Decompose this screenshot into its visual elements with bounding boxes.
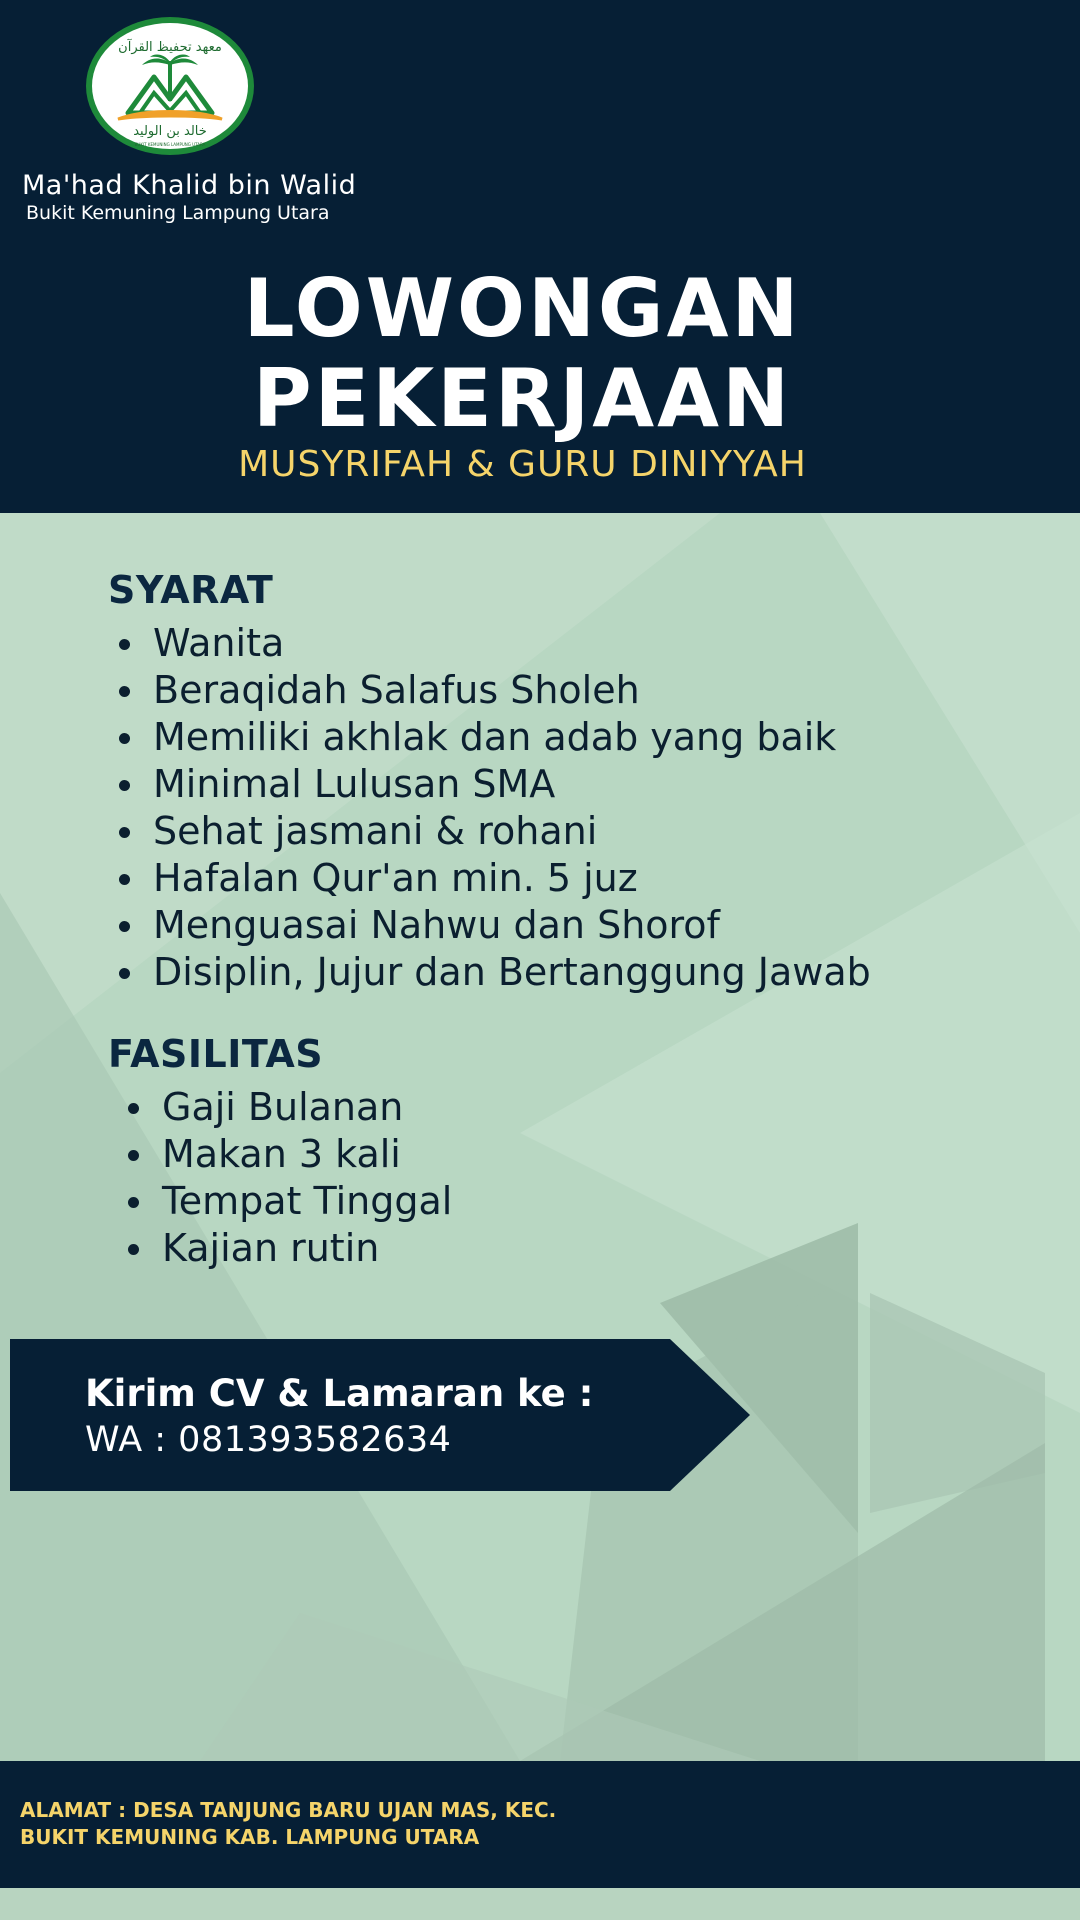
footer-panel bbox=[0, 1761, 1080, 1888]
syarat-list bbox=[109, 620, 871, 996]
contact-banner bbox=[10, 1339, 750, 1491]
content-panel bbox=[0, 513, 1080, 1761]
fasilitas-list bbox=[118, 1084, 452, 1272]
list-item: Minimal Lulusan SMA bbox=[109, 761, 871, 808]
org-name: Ma'had Khalid bin Walid bbox=[22, 170, 357, 201]
position-subtitle: MUSYRIFAH & GURU DINIYYAH bbox=[238, 444, 807, 485]
logo-small-text: BUKIT KEMUNING LAMPUNG UTARA bbox=[134, 142, 206, 147]
header-panel bbox=[0, 0, 1080, 513]
list-item: Kajian rutin bbox=[118, 1225, 452, 1272]
list-item: Tempat Tinggal bbox=[118, 1178, 452, 1225]
org-subtitle: Bukit Kemuning Lampung Utara bbox=[26, 202, 330, 224]
logo-arabic-top: معهد تحفيظ القرآن bbox=[118, 40, 222, 55]
list-item: Beraqidah Salafus Sholeh bbox=[109, 667, 871, 714]
arrow-banner-shape bbox=[10, 1339, 750, 1491]
contact-heading: Kirim CV & Lamaran ke : bbox=[85, 1372, 594, 1415]
address-line2: BUKIT KEMUNING KAB. LAMPUNG UTARA bbox=[20, 1825, 480, 1849]
bottom-strip bbox=[0, 1888, 1080, 1920]
address-line1: ALAMAT : DESA TANJUNG BARU UJAN MAS, KEC. bbox=[20, 1798, 557, 1822]
page-title-line1: LOWONGAN bbox=[243, 262, 802, 355]
list-item: Makan 3 kali bbox=[118, 1131, 452, 1178]
list-item: Hafalan Qur'an min. 5 juz bbox=[109, 855, 871, 902]
list-item: Disiplin, Jujur dan Bertanggung Jawab bbox=[109, 949, 871, 996]
list-item: Gaji Bulanan bbox=[118, 1084, 452, 1131]
list-item: Sehat jasmani & rohani bbox=[109, 808, 871, 855]
list-item: Menguasai Nahwu dan Shorof bbox=[109, 902, 871, 949]
fasilitas-heading: FASILITAS bbox=[108, 1032, 324, 1076]
logo-arabic-bottom: خالد بن الوليد bbox=[133, 124, 207, 139]
list-item: Memiliki akhlak dan adab yang baik bbox=[109, 714, 871, 761]
syarat-heading: SYARAT bbox=[108, 568, 274, 612]
list-item: Wanita bbox=[109, 620, 871, 667]
mahad-logo bbox=[84, 15, 256, 157]
page-title-line2: PEKERJAAN bbox=[252, 352, 793, 445]
whatsapp-number: WA : 081393582634 bbox=[85, 1420, 452, 1460]
